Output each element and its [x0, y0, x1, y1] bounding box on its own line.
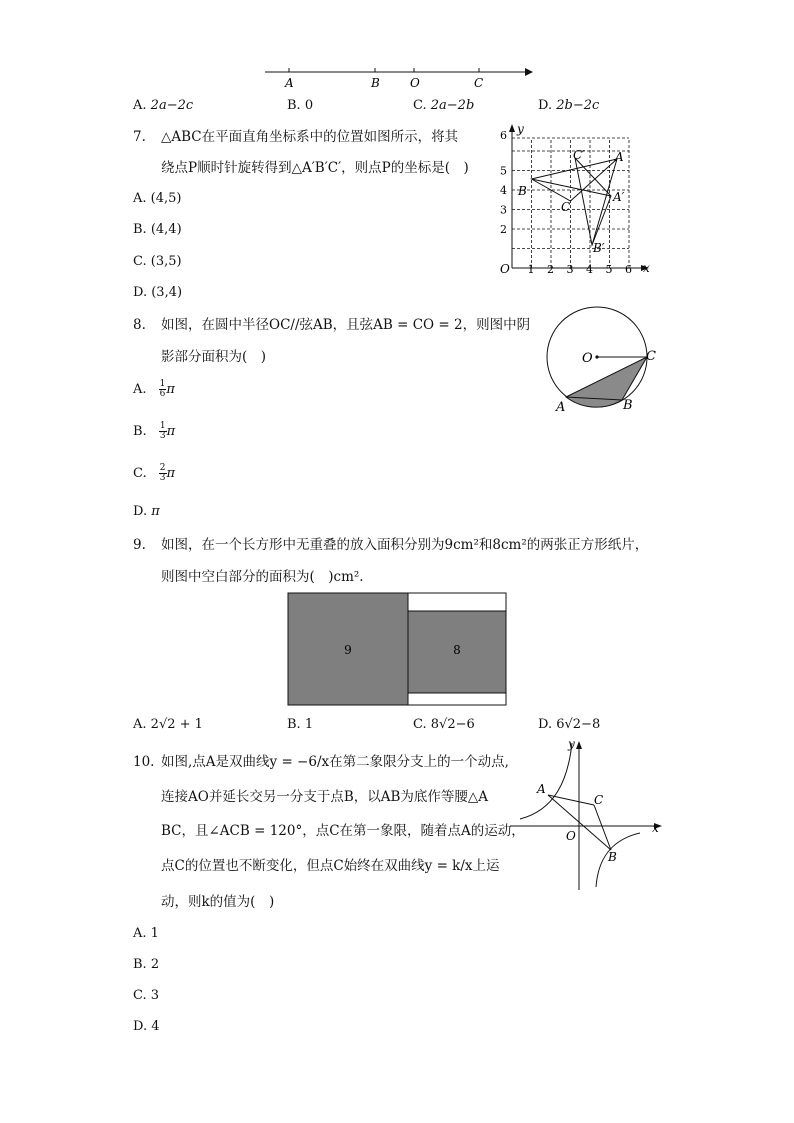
q7-number: 7.: [133, 129, 146, 145]
q7-point-c: C: [561, 200, 571, 214]
q7-origin-label: O: [500, 262, 510, 276]
q7-x-axis-label: x: [643, 261, 650, 275]
q7-y-tick: 5: [500, 164, 507, 178]
q6-option-a[interactable]: A. 2a−2c: [133, 98, 194, 113]
q10-point-b: B: [608, 850, 617, 864]
q7-coordinate-figure: [495, 120, 665, 280]
q7-point-a: A: [615, 150, 624, 164]
q6-option-b[interactable]: B. 0: [287, 98, 314, 113]
q8-stem-line2: 影部分面积为( ): [161, 349, 267, 365]
q7-y-tick: 2: [500, 223, 507, 236]
number-line-label-b: B: [371, 76, 380, 90]
q6-option-c[interactable]: C. 2a−2b: [413, 98, 475, 113]
q8-number: 8.: [133, 317, 146, 333]
q9-square-9-label: 9: [344, 643, 352, 657]
q6-option-d[interactable]: D. 2b−2c: [538, 98, 600, 113]
q7-x-tick: 3: [566, 263, 574, 276]
q9-stem-line2: 则图中空白部分的面积为( )cm².: [161, 569, 364, 585]
q8-point-b: B: [623, 398, 633, 413]
q10-hyperbola-figure: [510, 735, 670, 895]
q10-branch-fourth-quadrant: [596, 833, 640, 887]
number-line-label-c: C: [474, 76, 484, 90]
q9-option-c[interactable]: C. 8√2−6: [413, 717, 475, 732]
q10-y-axis-label: y: [568, 737, 575, 751]
q10-option-a[interactable]: A. 1: [133, 926, 159, 941]
q10-option-c[interactable]: C. 3: [133, 988, 160, 1003]
q8-circle-figure: [540, 305, 670, 420]
q7-point-b-prime: B′: [593, 241, 605, 255]
q10-point-a: A: [537, 782, 546, 796]
q8-option-d[interactable]: D. π: [133, 504, 160, 519]
q10-stem-line3: BC，且∠ACB = 120°，点C在第一象限，随着点A的运动，: [161, 823, 525, 839]
q10-number: 10.: [133, 754, 155, 770]
q7-y-tick: 6: [500, 129, 507, 142]
q6-number-line: [255, 60, 545, 95]
number-line-label-a: A: [285, 76, 294, 90]
q9-option-d[interactable]: D. 6√2−8: [538, 717, 601, 732]
q10-stem-line5: 动，则k的值为( ): [161, 894, 275, 910]
q7-option-b[interactable]: B. (4,4): [133, 222, 182, 237]
q10-option-b[interactable]: B. 2: [133, 957, 160, 972]
q10-origin-label: O: [566, 829, 576, 843]
q7-point-a-prime: A′: [613, 190, 625, 204]
q10-option-d[interactable]: D. 4: [133, 1019, 160, 1034]
q10-x-axis-label: x: [652, 821, 659, 835]
number-line-label-o: O: [410, 76, 420, 90]
q8-option-a[interactable]: A. $\frac{1}{6}\pi$: [133, 379, 175, 399]
q7-x-tick: 2: [547, 263, 554, 276]
q9-number: 9.: [133, 537, 146, 553]
q7-x-tick: 4: [586, 263, 593, 276]
q8-point-a: A: [556, 400, 566, 415]
q9-option-b[interactable]: B. 1: [287, 717, 314, 732]
q8-option-c[interactable]: C. $\frac{2}{3}\pi$: [133, 463, 176, 483]
q7-point-c-prime: C′: [573, 148, 585, 162]
q8-stem-line1: 如图，在圆中半径OC//弦AB，且弦AB = CO = 2，则图中阴: [161, 317, 531, 333]
q7-y-tick: 4: [500, 184, 507, 197]
q8-option-b[interactable]: B. $\frac{1}{3}\pi$: [133, 421, 176, 441]
q7-stem-line1: △ABC在平面直角坐标系中的位置如图所示，将其: [161, 129, 459, 145]
q7-x-tick: 5: [605, 263, 613, 276]
q7-y-axis-label: y: [517, 122, 524, 136]
q7-y-tick: 3: [500, 203, 507, 217]
q7-triangle-a1b1c1: [575, 158, 611, 245]
q9-square-8-label: 8: [453, 643, 461, 657]
q10-stem-line1: 如图,点A是双曲线y = −6/x在第二象限分支上的一个动点,: [161, 754, 509, 770]
q10-point-c: C: [594, 793, 604, 807]
q8-point-o: O: [582, 351, 593, 366]
q10-stem-line2: 连接AO并延长交另一分支于点B，以AB为底作等腰△A: [161, 789, 489, 805]
q9-option-a[interactable]: A. 2√2 + 1: [133, 717, 203, 732]
q7-grid: [512, 138, 629, 268]
q7-option-c[interactable]: C. (3,5): [133, 254, 182, 269]
q10-stem-line4: 点C的位置也不断变化，但点C始终在双曲线y = k/x上运: [161, 858, 500, 874]
q7-x-tick: 6: [625, 263, 632, 276]
q7-option-d[interactable]: D. (3,4): [133, 285, 183, 300]
q7-stem-line2: 绕点P顺时针旋转得到△A′B′C′，则点P的坐标是( ): [161, 160, 469, 176]
q7-x-tick: 1: [527, 263, 535, 276]
q8-point-c: C: [646, 349, 656, 364]
q10-branch-second-quadrant: [520, 743, 572, 819]
q9-rectangle-figure: [287, 592, 509, 708]
q7-option-a[interactable]: A. (4,5): [133, 191, 182, 206]
q9-stem-line1: 如图，在一个长方形中无重叠的放入面积分别为9cm²和8cm²的两张正方形纸片，: [161, 537, 649, 553]
q7-point-b: B: [518, 184, 527, 198]
